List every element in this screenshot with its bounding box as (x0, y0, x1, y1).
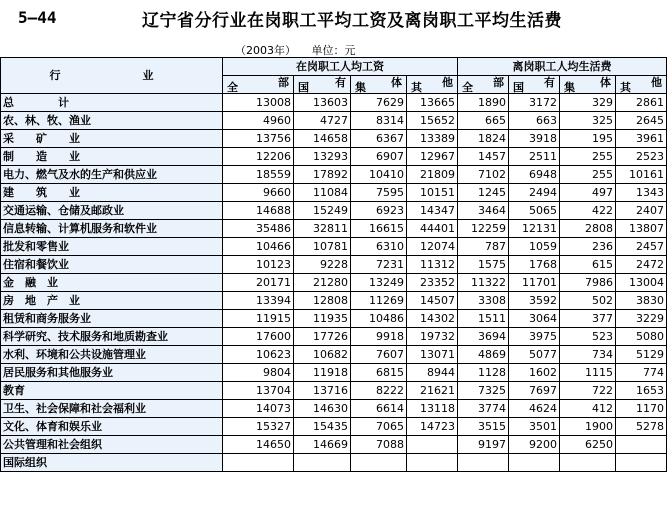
value-cell: 615 (560, 256, 616, 274)
page-title (0, 6, 668, 32)
value-cell: 7607 (351, 346, 407, 364)
column-header (294, 76, 351, 94)
industry-name: 建 筑 业 (1, 184, 223, 202)
value-cell: 32811 (294, 220, 351, 238)
table-row (1, 202, 667, 220)
value-cell: 12074 (407, 238, 458, 256)
value-cell: 15249 (294, 202, 351, 220)
value-cell (560, 454, 616, 472)
column-header-char: 他 (442, 76, 453, 89)
value-cell: 255 (560, 148, 616, 166)
table-row (1, 184, 667, 202)
value-cell: 3694 (458, 328, 509, 346)
value-cell: 5065 (509, 202, 560, 220)
industry-name: 信息转输、计算机服务和软件业 (1, 220, 223, 238)
value-cell: 13394 (223, 292, 294, 310)
value-cell: 5278 (616, 418, 667, 436)
column-header (560, 76, 616, 94)
value-cell: 3308 (458, 292, 509, 310)
value-cell: 4624 (509, 400, 560, 418)
industry-name: 水利、环境和公共设施管理业 (1, 346, 223, 364)
value-cell: 325 (560, 112, 616, 130)
column-header-char: 其 (620, 81, 631, 94)
value-cell: 2472 (616, 256, 667, 274)
value-cell: 9197 (458, 436, 509, 454)
column-header (407, 76, 458, 94)
value-cell: 195 (560, 130, 616, 148)
value-cell: 787 (458, 238, 509, 256)
value-cell: 3172 (509, 94, 560, 112)
value-cell: 11701 (509, 274, 560, 292)
value-cell (223, 454, 294, 472)
value-cell: 722 (560, 382, 616, 400)
column-header-char: 国 (298, 81, 309, 94)
value-cell: 9660 (223, 184, 294, 202)
value-cell: 1245 (458, 184, 509, 202)
value-cell: 10123 (223, 256, 294, 274)
industry-name: 科学研究、技术服务和地质勘查业 (1, 328, 223, 346)
value-cell: 1653 (616, 382, 667, 400)
column-header-char: 有 (335, 76, 346, 89)
value-cell: 774 (616, 364, 667, 382)
value-cell: 6250 (560, 436, 616, 454)
value-cell: 1602 (509, 364, 560, 382)
value-cell: 1457 (458, 148, 509, 166)
column-header-char: 体 (600, 76, 611, 89)
value-cell: 9200 (509, 436, 560, 454)
value-cell: 422 (560, 202, 616, 220)
value-cell: 523 (560, 328, 616, 346)
value-cell: 15435 (294, 418, 351, 436)
industry-name: 教育 (1, 382, 223, 400)
industry-name: 交通运输、仓储及邮政业 (1, 202, 223, 220)
column-header-char: 部 (493, 76, 504, 89)
value-cell: 6367 (351, 130, 407, 148)
value-cell: 12259 (458, 220, 509, 238)
value-cell: 3592 (509, 292, 560, 310)
column-header (223, 76, 294, 94)
value-cell: 3918 (509, 130, 560, 148)
value-cell (407, 454, 458, 472)
value-cell: 2457 (616, 238, 667, 256)
value-cell: 10161 (616, 166, 667, 184)
column-header-char: 国 (513, 81, 524, 94)
value-cell: 7065 (351, 418, 407, 436)
industry-name: 制 造 业 (1, 148, 223, 166)
industry-name: 卫生、社会保障和社会福利业 (1, 400, 223, 418)
value-cell: 8222 (351, 382, 407, 400)
column-header-char: 全 (462, 81, 473, 94)
value-cell: 236 (560, 238, 616, 256)
value-cell: 4869 (458, 346, 509, 364)
value-cell: 13704 (223, 382, 294, 400)
column-header-char: 体 (391, 76, 402, 89)
table-row (1, 364, 667, 382)
industry-name: 居民服务和其他服务业 (1, 364, 223, 382)
value-cell (616, 454, 667, 472)
value-cell: 7325 (458, 382, 509, 400)
industry-name: 住宿和餐饮业 (1, 256, 223, 274)
value-cell: 6310 (351, 238, 407, 256)
column-header-char: 全 (227, 81, 238, 94)
value-cell: 13008 (223, 94, 294, 112)
column-header-char: 集 (564, 81, 575, 94)
value-cell: 329 (560, 94, 616, 112)
value-cell: 15327 (223, 418, 294, 436)
value-cell: 21280 (294, 274, 351, 292)
column-header (616, 76, 667, 94)
value-cell: 3464 (458, 202, 509, 220)
value-cell: 7697 (509, 382, 560, 400)
value-cell: 7231 (351, 256, 407, 274)
value-cell: 13716 (294, 382, 351, 400)
table-row (1, 292, 667, 310)
value-cell: 11084 (294, 184, 351, 202)
value-cell: 8944 (407, 364, 458, 382)
value-cell: 21621 (407, 382, 458, 400)
year-label: （2003年） (235, 44, 296, 57)
value-cell: 1059 (509, 238, 560, 256)
value-cell: 7986 (560, 274, 616, 292)
industry-name: 金 融 业 (1, 274, 223, 292)
value-cell: 13389 (407, 130, 458, 148)
value-cell: 1575 (458, 256, 509, 274)
value-cell: 3501 (509, 418, 560, 436)
value-cell: 3774 (458, 400, 509, 418)
unit-label: 单位：元 (311, 44, 356, 57)
value-cell: 7595 (351, 184, 407, 202)
value-cell: 6948 (509, 166, 560, 184)
column-header (458, 76, 509, 94)
column-header-char: 部 (278, 76, 289, 89)
value-cell: 19732 (407, 328, 458, 346)
value-cell: 13071 (407, 346, 458, 364)
value-cell: 9918 (351, 328, 407, 346)
industry-name: 电力、燃气及水的生产和供应业 (1, 166, 223, 184)
value-cell: 10466 (223, 238, 294, 256)
value-cell (616, 436, 667, 454)
table-row (1, 130, 667, 148)
column-header (509, 76, 560, 94)
table-row (1, 310, 667, 328)
value-cell: 1128 (458, 364, 509, 382)
value-cell: 11269 (351, 292, 407, 310)
row-header-industry: 行 业 (1, 58, 223, 94)
value-cell (509, 454, 560, 472)
value-cell: 13756 (223, 130, 294, 148)
value-cell: 6815 (351, 364, 407, 382)
value-cell: 5077 (509, 346, 560, 364)
table-subtitle (235, 42, 356, 58)
value-cell: 502 (560, 292, 616, 310)
table-row (1, 418, 667, 436)
value-cell: 3975 (509, 328, 560, 346)
value-cell: 10682 (294, 346, 351, 364)
value-cell: 4727 (294, 112, 351, 130)
value-cell: 6614 (351, 400, 407, 418)
value-cell: 44401 (407, 220, 458, 238)
value-cell: 17726 (294, 328, 351, 346)
wage-table (0, 57, 667, 472)
value-cell: 13118 (407, 400, 458, 418)
value-cell: 23352 (407, 274, 458, 292)
value-cell: 665 (458, 112, 509, 130)
group-header-employed: 在岗职工人均工资 (223, 58, 458, 76)
value-cell: 35486 (223, 220, 294, 238)
value-cell: 13807 (616, 220, 667, 238)
value-cell: 18559 (223, 166, 294, 184)
value-cell: 6923 (351, 202, 407, 220)
value-cell: 1824 (458, 130, 509, 148)
value-cell: 11935 (294, 310, 351, 328)
table-row (1, 112, 667, 130)
value-cell: 5080 (616, 328, 667, 346)
column-header-char: 有 (544, 76, 555, 89)
industry-name: 文化、体育和娱乐业 (1, 418, 223, 436)
value-cell: 8314 (351, 112, 407, 130)
table-row (1, 346, 667, 364)
value-cell: 10623 (223, 346, 294, 364)
industry-name: 农、林、牧、渔业 (1, 112, 223, 130)
value-cell: 10151 (407, 184, 458, 202)
value-cell: 2407 (616, 202, 667, 220)
table-title: 辽宁省分行业在岗职工平均工资及离岗职工平均生活费 (142, 11, 562, 31)
table-row (1, 166, 667, 184)
value-cell: 10410 (351, 166, 407, 184)
value-cell: 10486 (351, 310, 407, 328)
industry-name: 房 地 产 业 (1, 292, 223, 310)
value-cell: 11322 (458, 274, 509, 292)
value-cell: 14347 (407, 202, 458, 220)
value-cell: 7102 (458, 166, 509, 184)
industry-name: 租赁和商务服务业 (1, 310, 223, 328)
table-row (1, 94, 667, 112)
table-row (1, 382, 667, 400)
value-cell: 2494 (509, 184, 560, 202)
value-cell (294, 454, 351, 472)
value-cell: 9228 (294, 256, 351, 274)
value-cell: 13603 (294, 94, 351, 112)
value-cell: 14688 (223, 202, 294, 220)
table-row (1, 454, 667, 472)
value-cell: 2861 (616, 94, 667, 112)
industry-name: 国际组织 (1, 454, 223, 472)
table-row (1, 256, 667, 274)
value-cell: 2808 (560, 220, 616, 238)
value-cell: 13249 (351, 274, 407, 292)
value-cell: 13293 (294, 148, 351, 166)
value-cell: 9804 (223, 364, 294, 382)
value-cell: 2523 (616, 148, 667, 166)
value-cell: 5129 (616, 346, 667, 364)
column-header-char: 集 (355, 81, 366, 94)
value-cell: 1511 (458, 310, 509, 328)
industry-name: 总 计 (1, 94, 223, 112)
table-row (1, 274, 667, 292)
value-cell: 734 (560, 346, 616, 364)
value-cell: 12131 (509, 220, 560, 238)
value-cell: 255 (560, 166, 616, 184)
value-cell: 14630 (294, 400, 351, 418)
value-cell: 497 (560, 184, 616, 202)
column-header (351, 76, 407, 94)
industry-name: 公共管理和社会组织 (1, 436, 223, 454)
value-cell (458, 454, 509, 472)
table-row (1, 436, 667, 454)
value-cell: 12808 (294, 292, 351, 310)
value-cell: 13004 (616, 274, 667, 292)
value-cell: 17600 (223, 328, 294, 346)
value-cell: 13665 (407, 94, 458, 112)
value-cell: 14650 (223, 436, 294, 454)
table-row (1, 238, 667, 256)
value-cell: 2511 (509, 148, 560, 166)
value-cell: 17892 (294, 166, 351, 184)
value-cell: 3961 (616, 130, 667, 148)
value-cell: 1890 (458, 94, 509, 112)
industry-name: 批发和零售业 (1, 238, 223, 256)
value-cell: 377 (560, 310, 616, 328)
value-cell: 1115 (560, 364, 616, 382)
table-row (1, 328, 667, 346)
value-cell: 7629 (351, 94, 407, 112)
value-cell: 14658 (294, 130, 351, 148)
value-cell: 12967 (407, 148, 458, 166)
value-cell: 7088 (351, 436, 407, 454)
value-cell: 16615 (351, 220, 407, 238)
value-cell: 412 (560, 400, 616, 418)
value-cell: 1343 (616, 184, 667, 202)
value-cell: 14669 (294, 436, 351, 454)
value-cell: 11915 (223, 310, 294, 328)
value-cell: 1170 (616, 400, 667, 418)
header-row-groups (1, 58, 667, 76)
industry-name: 采 矿 业 (1, 130, 223, 148)
value-cell: 12206 (223, 148, 294, 166)
value-cell: 11312 (407, 256, 458, 274)
value-cell: 6907 (351, 148, 407, 166)
value-cell: 10781 (294, 238, 351, 256)
column-header-char: 其 (411, 81, 422, 94)
value-cell: 4960 (223, 112, 294, 130)
value-cell: 3515 (458, 418, 509, 436)
value-cell: 21809 (407, 166, 458, 184)
value-cell: 1900 (560, 418, 616, 436)
table-row (1, 400, 667, 418)
column-header-char: 他 (651, 76, 662, 89)
value-cell: 15652 (407, 112, 458, 130)
table-row (1, 220, 667, 238)
value-cell: 14302 (407, 310, 458, 328)
table-row (1, 148, 667, 166)
table-number: 5—44 (18, 8, 57, 27)
value-cell: 663 (509, 112, 560, 130)
value-cell: 14723 (407, 418, 458, 436)
value-cell: 2645 (616, 112, 667, 130)
value-cell: 14507 (407, 292, 458, 310)
value-cell: 11918 (294, 364, 351, 382)
group-header-offpost: 离岗职工人均生活费 (458, 58, 667, 76)
value-cell (351, 454, 407, 472)
value-cell (407, 436, 458, 454)
value-cell: 14073 (223, 400, 294, 418)
value-cell: 1768 (509, 256, 560, 274)
value-cell: 20171 (223, 274, 294, 292)
value-cell: 3064 (509, 310, 560, 328)
value-cell: 3229 (616, 310, 667, 328)
value-cell: 3830 (616, 292, 667, 310)
